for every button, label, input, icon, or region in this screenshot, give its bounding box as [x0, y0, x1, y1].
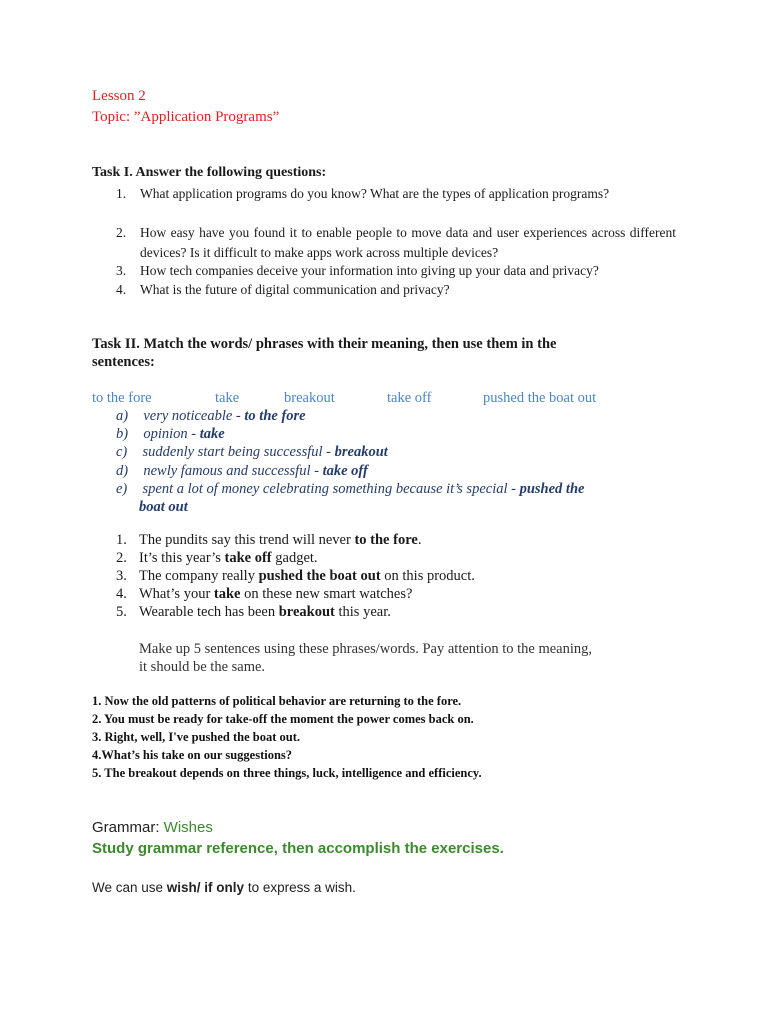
- grammar-usage: We can use wish/ if only to express a wish.: [92, 880, 356, 895]
- word-bank-item: take off: [387, 390, 432, 406]
- lesson-topic: Topic: ”Application Programs”: [92, 109, 280, 125]
- task1-question-1: 1. What application programs do you know? What are the types of application programs?: [116, 186, 610, 201]
- definition-item: a) very noticeable - to the fore: [116, 408, 306, 424]
- make-up-instruction-line1: Make up 5 sentences using these phrases/words. Pay attention to the meaning,: [139, 641, 593, 657]
- task2-heading-line1: Task II. Match the words/ phrases with their meaning, then use them in the: [92, 336, 557, 352]
- task1-question-3: 3. How tech companies deceive your information into giving up your data and privacy?: [116, 263, 599, 278]
- student-answer: 5. The breakout depends on three things, luck, intelligence and efficiency.: [92, 766, 482, 780]
- definition-item: c) suddenly start being successful - breakout: [116, 444, 388, 460]
- make-up-instruction-line2: it should be the same.: [139, 659, 266, 675]
- lesson-title: Lesson 2: [92, 88, 146, 104]
- definition-item-continuation: boat out: [139, 499, 188, 515]
- word-bank-item: take: [215, 390, 240, 406]
- grammar-instruction: Study grammar reference, then accomplish the exercises.: [92, 840, 504, 857]
- word-bank-item: breakout: [284, 390, 335, 406]
- definition-item: d) newly famous and successful - take off: [116, 463, 368, 479]
- definition-item: b) opinion - take: [116, 426, 225, 442]
- word-bank-item: to the fore: [92, 390, 152, 406]
- sentence-item: 4. What’s your take on these new smart watches?: [116, 586, 413, 602]
- sentence-item: 5. Wearable tech has been breakout this year.: [116, 604, 391, 620]
- student-answer: 1. Now the old patterns of political behavior are returning to the fore.: [92, 694, 462, 708]
- task1-question-2: 2. How easy have you found it to enable people to move data and user experiences across different devices? Is it difficult to make apps work across multiple devices?: [116, 225, 676, 260]
- student-answer: 2. You must be ready for take-off the moment the power comes back on.: [92, 712, 474, 726]
- student-answer: 3. Right, well, I've pushed the boat out.: [92, 730, 301, 744]
- student-answer: 4.What’s his take on our suggestions?: [92, 748, 293, 762]
- sentence-item: 2. It’s this year’s take off gadget.: [116, 550, 318, 566]
- grammar-heading: Grammar: Wishes: [92, 819, 213, 836]
- task2-heading-line2: sentences:: [92, 354, 155, 370]
- task1-question-4: 4. What is the future of digital communication and privacy?: [116, 282, 450, 297]
- word-bank-item: pushed the boat out: [483, 390, 597, 406]
- definition-item: e) spent a lot of money celebrating something because it’s special - pushed the: [116, 481, 585, 497]
- sentence-item: 3. The company really pushed the boat out on this product.: [116, 568, 475, 584]
- sentence-item: 1. The pundits say this trend will never to the fore.: [116, 532, 422, 548]
- task1-heading: Task I. Answer the following questions:: [92, 165, 327, 180]
